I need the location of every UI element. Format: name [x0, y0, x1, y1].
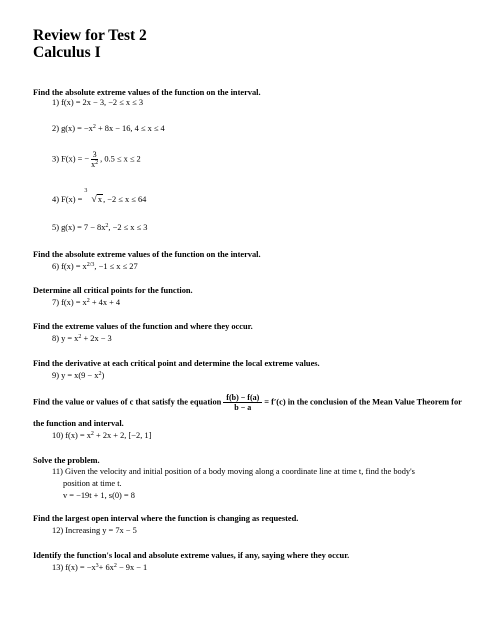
- problem-10: 10) $f(x) = x^2 + 2x + 2$, [−2, 1]: [52, 431, 152, 440]
- instruction-1: Find the absolute extreme values of the function on the interval.: [33, 88, 261, 97]
- page-title: [33, 27, 147, 61]
- problem-3: 3) F(x) = − $\frac{3}{x^2}$ , 0.5 ≤ x ≤ 2: [52, 150, 141, 169]
- instruction-3: Determine all critical points for the function.: [33, 286, 193, 295]
- instruction-2: Find the absolute extreme values of the function on the interval.: [33, 250, 261, 259]
- instruction-8: Find the largest open interval where the function is changing as requested.: [33, 514, 299, 523]
- instruction-4: Find the extreme values of the function and where they occur.: [33, 322, 253, 331]
- title-line-1: Review for Test 2: [33, 27, 147, 44]
- problem-8: 8) $y = x^2 + 2x - 3$: [52, 334, 112, 343]
- problem-11-line-1: 11) Given the velocity and initial position of a body moving along a coordinate line at time t, find the body's: [52, 467, 415, 476]
- problem-13: 13) $f(x) = -x^3+ 6x^2 - 9x - 1$: [52, 563, 148, 572]
- problem-2: 2) $g(x) = -x^2 + 8x - 16$, 4 ≤ x ≤ 4: [52, 124, 165, 133]
- problem-4: 4) F(x) = 3 √x, −2 ≤ x ≤ 64: [52, 188, 147, 205]
- instruction-7: Solve the problem.: [33, 456, 100, 465]
- cube-root-radical: 3 √x: [84, 188, 103, 205]
- instruction-6: Find the value or values of c that satisfy the equation $\frac{f(b) - f(a)}{b - a}$ = f′(c) in the conclusion of the Mean Value Theorem for: [33, 393, 462, 412]
- problem-11-line-3: v = −19t + 1, s(0) = 8: [63, 491, 135, 500]
- problem-5: 5) $g(x) = 7 - 8x^2$, −2 ≤ x ≤ 3: [52, 223, 148, 232]
- title-line-2: Calculus I: [33, 44, 101, 61]
- problem-9: 9) $y = x(9 - x^2)$: [52, 371, 105, 380]
- problem-6: 6) $f(x) = x^{2/3}$, −1 ≤ x ≤ 27: [52, 262, 138, 271]
- problem-1: 1) f(x) = 2x − 3, −2 ≤ x ≤ 3: [52, 98, 144, 107]
- mvt-fraction: $\frac{f(b) - f(a)}{b - a}$: [223, 393, 262, 412]
- problem-7: 7) $f(x) = x^2 + 4x + 4$: [52, 298, 121, 307]
- fraction: $\frac{3}{x^2}$: [91, 150, 99, 169]
- instruction-5: Find the derivative at each critical point and determine the local extreme values.: [33, 359, 320, 368]
- instruction-6-cont: the function and interval.: [33, 419, 124, 428]
- instruction-9: Identify the function's local and absolute extreme values, if any, saying where they occur.: [33, 551, 350, 560]
- problem-11-line-2: position at time t.: [63, 479, 122, 488]
- problem-12: 12) Increasing y = 7x − 5: [52, 526, 137, 535]
